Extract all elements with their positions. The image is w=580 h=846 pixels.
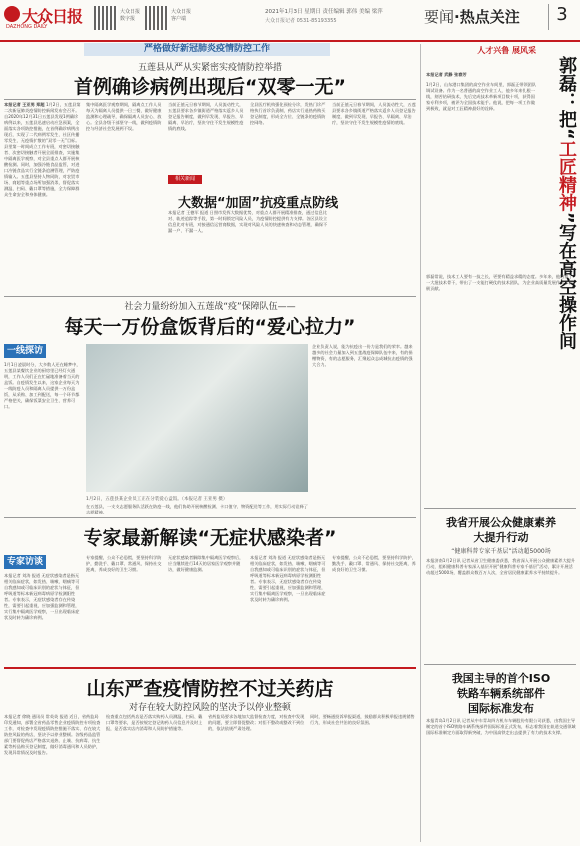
- story1-col3: 当前正值元旦春节期间，人员流动性大，五莲县要求各乡镇街道严格落实返乡人员登记报告制度，做到早发现、早报告、早隔离、早治疗，坚决守住不发生规模性疫情的底线。: [168, 102, 244, 131]
- story2-headline[interactable]: 大数据“加固”抗疫重点防线: [178, 196, 339, 211]
- section-a: 要闻: [424, 8, 455, 26]
- vtitle-c: ”写在高空操作间: [556, 211, 577, 350]
- story1-kicker: 五莲县从严从实紧密实疫情防控举措: [137, 63, 282, 73]
- story4-col3: 无症状感染者解除集中隔离医学观察后，应当继续进行14天的居家医学观察并随访，做好健康监测。: [168, 555, 244, 572]
- right-body: 1月2日，山东港口集团的高空作业车间里，郭磊正带领团队调试设备。作为一名普通的高空作业工人，他多年来扎根一线，刻苦钻研技术，先后完成技术革新项目数十项，获得国家专利多项，被评为全国技术能手。他说，把每一项工作做到极致，就是对工匠精神最好的诠释。: [426, 82, 537, 111]
- story5-kicker: 对存在较大防控风险的坚决予以停业整顿: [128, 703, 291, 713]
- topic-banner: [84, 43, 330, 56]
- r2-body: 本报济南1月2日讯 记者从省卫生健康委获悉，我省深入开展公众健康素养大提升行动，组织健康科普专家深入基层开展“健康科普专家千基层”活动，累计开展活动超过5000场，覆盖群众数百万人次，全省居民健康素养水平持续提升。: [426, 558, 576, 575]
- section-title: [424, 6, 520, 27]
- story1-col2: 集中隔离医学观察期间，隔离点工作人员每天为隔离人员提供一日三餐，做好健康监测和心理疏导，确保隔离人员安心、放心。全县各级干部坚守一线，做到疫情防控与经济社会发展两不误。: [86, 102, 162, 131]
- r3-headline[interactable]: 我国主导的首个ISO: [451, 672, 551, 685]
- talent-column-logo: 人才兴鲁 展风采: [477, 46, 536, 55]
- issue-meta: 2021年1月3日 星期日 责任编辑 郭伟 美编 梁萍: [265, 9, 383, 15]
- divider: [424, 508, 576, 509]
- story3-photo: [86, 344, 308, 492]
- vtitle-b: 工匠精神: [556, 139, 577, 212]
- story5-body: 本报记者 徐晓 通讯员 常英英 报道 近日，省药监局印发通知，部署全省药品零售企业疫情防控专项检查工作，对检查中发现疫情防控措施不落实、存在较大防控风险的药店，坚决予以停业整顿。各级药品监管部门要督促药店严格落实退热、止咳、抗病毒、抗生素等药品购买登记制度，做好消毒通风和人员防护，发现异常情况及时报告。: [4, 714, 101, 755]
- issue-meta-contact: 大众日报记者 0531-85193355: [265, 18, 337, 24]
- page-number: 3: [548, 4, 575, 30]
- story1-col4: 全县医疗机构强化预检分诊，发热门诊严格执行首诊负责制，药店实行退热药购买登记制度，形成全方位、全链条的疫情防控网络。: [250, 102, 326, 125]
- story3-col2: 企业负责人说，能为抗疫出一份力是我们的荣幸。越来越多的社会力量加入到五莲战疫保障队伍中来，有的捐赠物资，有的志愿服务，汇聚起众志成城抗击疫情的强大合力。: [312, 344, 413, 367]
- story1-body: [4, 102, 82, 292]
- story5-col3: 省药监局要求各地加大监督检查力度，对检查中发现的问题，要立即督促整改；对拒不整改或整改不到位的，依法依规严肃处理。: [208, 714, 305, 731]
- logo-name: 大众日报: [22, 7, 83, 26]
- vtitle-a: 郭磊：把“: [556, 56, 577, 140]
- story4-col5: 专家提醒，公众不必恐慌，要坚持科学防护，勤洗手、戴口罩、常通风、保持社交距离，养成良好的卫生习惯。: [332, 555, 416, 572]
- story3-body: 1月1日凌晨时分，大多数人还在睡梦中，五莲县某餐饮企业的厨房里已经灯火通明，工作人员们正在忙碌地准备着当天的盒饭。自疫情发生以来，这家企业每天为一线防疫人员和隔离人员提供一万份盒饭，从采购、加工到配送，每一个环节都严格把关，确保饭菜安全卫生、营养可口。: [4, 362, 81, 409]
- story1-headline[interactable]: 首例确诊病例出现后“双零一无”: [74, 76, 346, 98]
- r2-subtitle: “健康科普专家千基层”活动超5000场: [451, 548, 551, 555]
- divider: [4, 99, 416, 100]
- story2-body: 本报记者 王德军 报道 日照市发挥大数据优势，对重点人群开展精准排查，通过信息比对、轨迹追踪等手段，第一时间锁定风险人员，为疫情防控提供有力支撑。各区县设立信息比对专班，对接通信运营商数据，实现对风险人员的快速核查和动态管理，确保不漏一户、不漏一人。: [168, 210, 328, 233]
- story4-tag: 专家访谈: [4, 555, 46, 569]
- story5-col2: 检查重点包括药店是否落实购药人员测温、扫码、戴口罩等要求，是否按规定登记购药人员信息并及时上报，是否落实店内消毒和人员防护措施等。: [106, 714, 203, 731]
- qr-code-icon: [94, 6, 118, 30]
- newspaper-logo[interactable]: [4, 4, 94, 36]
- qr1-label: 大众日报 数字报: [120, 9, 141, 22]
- qr2-label: 大众日报 客户端: [171, 9, 192, 22]
- section-b: ·热点关注: [454, 8, 520, 26]
- related-news-tag: 相关新闻: [168, 175, 202, 184]
- r2-headline2[interactable]: 大提升行动: [473, 531, 529, 544]
- story4-headline[interactable]: 专家最新解读“无症状感染者”: [83, 527, 337, 549]
- r3-body: 本报青岛1月2日讯 记者从中车青岛四方机车车辆股份有限公司获悉，由我国主导制定的首个ISO铁路车辆系统部件国际标准正式发布，标志着我国在轨道交通领域国际标准制定方面取得新突破，为中国高铁走出去提供了有力的技术支撑。: [426, 718, 576, 735]
- r3-headline3[interactable]: 国际标准发布: [468, 702, 534, 715]
- story1-body-text: 1月2日，五莲县第二次新冠肺炎疫情防控新闻发布会召开。自2020年12月31日五莲县发现1例确诊病例以来，五莲县迅速启动应急预案，全面落实各项防控措施，在首例确诊病例出现后，实现了二代病例零发生、社区传播零发生、无疫情扩散的“双零一无”目标。县里第一时间成立工作专班，对密切接触者、次密切接触者开展全面排查，实施集中隔离医学观察，对全县重点人群开展核酸检测。同时，加强冷链食品监管，对进口冷链食品实行全链条追溯管理，严防疫情输入。五莲县坚持人物同防，对农贸市场、商超等重点场所加强消杀，督促落实测温、扫码、戴口罩等措施，全力保障群众生命安全和身体健康。: [4, 102, 81, 197]
- logo-sub: DAZHONG DAILY: [6, 24, 48, 30]
- story3-tag: 一线探访: [4, 344, 46, 358]
- story4-col4: 本报记者 刘涛 报道 无症状感染者是指无相关临床症状，如发热、咳嗽、咽痛等可自我感知或可临床识别的症状与体征，但呼吸道等标本新冠病毒病原学检测阳性者。专家表示，无症状感染者存在传染性，需要引起重视，应加强监测和管理，实行集中隔离医学观察，一旦出现临床症状及时转为确诊病例。: [250, 555, 326, 602]
- story1-byline: 本报记者 王亚男 郑超: [4, 102, 45, 107]
- story4-body: 本报记者 刘涛 报道 无症状感染者是指无相关临床症状，如发热、咳嗽、咽痛等可自我感知或可临床识别的症状与体征，但呼吸道等标本新冠病毒病原学检测阳性者。专家表示，无症状感染者存在传染性，需要引起重视，应加强监测和管理，实行集中隔离医学观察，一旦出现临床症状及时转为确诊病例。: [4, 573, 80, 620]
- story3-caption: 1月2日，五莲县某企业员工正在分装爱心盒饭。（本报记者 王亚男 摄）: [86, 497, 228, 502]
- column-divider: [420, 44, 421, 842]
- banner-text: 严格做好新冠肺炎疫情防控工作: [143, 44, 270, 54]
- story3-col3: 在五莲县，一支支志愿服务队活跃在防疫一线，他们协助开展核酸检测、卡口值守、物资配送等工作，用实际行动诠释了志愿精神。: [86, 504, 308, 514]
- masthead: [0, 0, 580, 42]
- logo-mark-icon: [4, 6, 20, 22]
- r3-headline2[interactable]: 铁路车辆系统部件: [457, 687, 545, 700]
- story4-col2: 专家提醒，公众不必恐慌，要坚持科学防护，勤洗手、戴口罩、常通风、保持社交距离，养成良好的卫生习惯。: [86, 555, 162, 572]
- qr-code-icon: [145, 6, 169, 30]
- divider: [4, 517, 416, 518]
- right-byline: 本报记者 武静 张春芳: [426, 72, 467, 77]
- right-body2: 郭磊常说，技术工人要有一技之长，更要有精益求精的态度。多年来，他培养了一大批技术骨干，带出了一支能打硬仗的技术团队，为企业高质量发展作出了积极贡献。: [426, 274, 573, 291]
- divider: [4, 296, 416, 297]
- divider: [424, 664, 576, 665]
- story5-col4: 同时，要畅通投诉举报渠道，鼓励群众积极举报违规销售行为，形成社会共治的良好氛围。: [310, 714, 415, 725]
- story1-col5: 当前正值元旦春节期间，人员流动性大，五莲县要求各乡镇街道严格落实返乡人员登记报告制度，做到早发现、早报告、早隔离、早治疗，坚决守住不发生规模性疫情的底线。: [332, 102, 416, 125]
- story5-headline[interactable]: 山东严查疫情防控不过关药店: [86, 678, 334, 700]
- divider: [4, 667, 416, 669]
- r2-headline[interactable]: 我省开展公众健康素养: [446, 516, 556, 529]
- story3-headline[interactable]: 每天一万份盒饭背后的“爱心拉力”: [64, 316, 356, 338]
- story3-kicker: 社会力量纷纷加入五莲战“疫”保障队伍——: [124, 302, 296, 312]
